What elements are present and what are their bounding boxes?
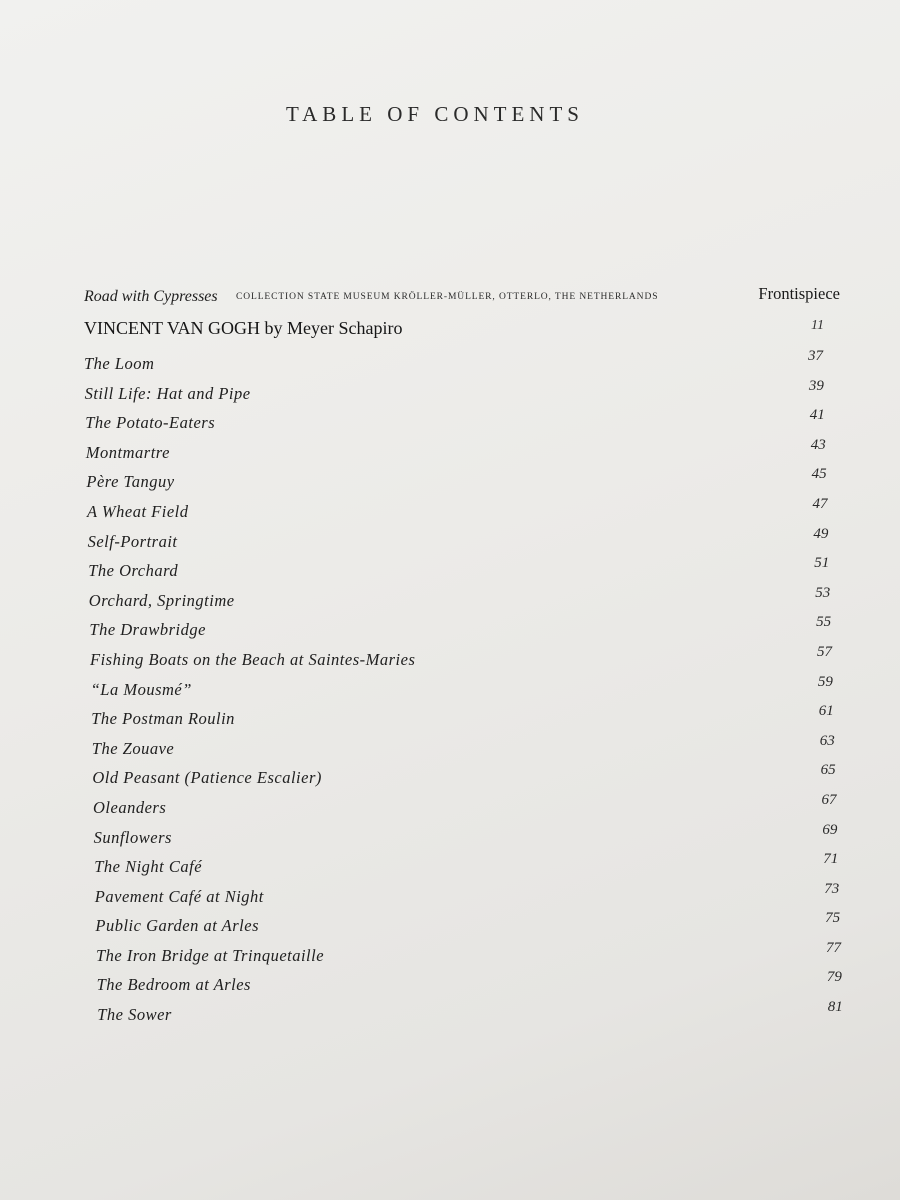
entry-page-number: 51 — [814, 555, 830, 572]
entry-title: The Zouave — [91, 738, 175, 758]
entry-title: Fishing Boats on the Beach at Saintes-Maries — [90, 649, 416, 669]
entry-page-number: 67 — [821, 791, 837, 808]
entry-title: The Drawbridge — [89, 620, 206, 640]
contents-entry — [0, 674, 900, 704]
contents-entry — [0, 407, 900, 437]
entry-title: Public Garden at Arles — [95, 916, 259, 936]
entry-title: The Loom — [84, 354, 155, 373]
contents-entry — [0, 348, 900, 378]
entry-title: A Wheat Field — [87, 501, 189, 521]
entry-page-number: 79 — [826, 969, 842, 986]
essay-title: VINCENT VAN GOGH by Meyer Schapiro — [84, 318, 403, 338]
contents-entry — [0, 703, 900, 733]
entry-title: Oleanders — [93, 797, 167, 817]
contents-entry — [0, 378, 900, 408]
entry-title: The Sower — [97, 1005, 172, 1025]
entry-title: Still Life: Hat and Pipe — [84, 383, 251, 403]
entry-page-number: 65 — [820, 762, 836, 779]
entry-page-number: 41 — [809, 407, 825, 424]
entry-title: The Orchard — [88, 561, 179, 581]
entry-title: Old Peasant (Patience Escalier) — [92, 768, 322, 788]
entry-page-number: 77 — [826, 939, 841, 956]
contents-entry — [0, 910, 900, 940]
entry-page-number: 75 — [825, 910, 841, 927]
entry-page-number: 81 — [827, 999, 843, 1016]
entry-title: Self-Portrait — [87, 531, 178, 551]
entry-page-number: 43 — [810, 436, 826, 453]
contents-entry — [0, 762, 900, 792]
entry-page-number: 69 — [822, 821, 838, 838]
entry-title: Sunflowers — [93, 827, 172, 847]
entry-page-number: 45 — [811, 466, 827, 483]
entry-page-number: 61 — [818, 703, 834, 720]
entry-page-number: 55 — [816, 614, 832, 631]
contents-entry — [0, 437, 900, 467]
frontispiece-page: Frontispiece — [758, 284, 840, 303]
entry-page-number: 57 — [817, 643, 832, 660]
entry-title: Montmartre — [85, 442, 170, 462]
contents-entry — [0, 466, 900, 496]
entry-title: The Bedroom at Arles — [96, 975, 251, 995]
entry-page-number: 49 — [813, 525, 829, 542]
entry-page-number: 73 — [824, 880, 840, 897]
contents-entry — [0, 999, 900, 1029]
essay-row — [84, 318, 824, 344]
contents-entry — [0, 555, 900, 585]
entry-title: The Night Café — [94, 857, 203, 877]
entry-title: The Potato-Eaters — [85, 413, 216, 433]
contents-entry — [0, 969, 900, 999]
contents-entry — [0, 644, 900, 674]
entry-page-number: 47 — [812, 495, 828, 512]
contents-entry — [0, 822, 900, 852]
entry-title: Père Tanguy — [86, 472, 175, 492]
entry-title: Orchard, Springtime — [88, 590, 235, 610]
contents-entry — [0, 614, 900, 644]
contents-entry — [0, 940, 900, 970]
contents-entry — [0, 733, 900, 763]
contents-entry — [0, 526, 900, 556]
entry-page-number: 37 — [808, 348, 823, 364]
contents-entry — [0, 881, 900, 911]
entry-title: “La Mousmé” — [90, 679, 192, 699]
entry-title: The Postman Roulin — [91, 709, 235, 729]
entry-page-number: 71 — [823, 851, 839, 868]
frontispiece-title: Road with Cypresses — [84, 288, 218, 305]
entry-page-number: 53 — [815, 584, 831, 601]
entry-title: Pavement Café at Night — [94, 886, 264, 906]
entry-title: The Iron Bridge at Trinquetaille — [96, 945, 325, 965]
entry-page-number: 63 — [819, 732, 835, 749]
entry-page-number: 59 — [817, 673, 833, 690]
frontispiece-credit: COLLECTION STATE MUSEUM KRÖLLER-MÜLLER, OTTERLO, THE NETHERLANDS — [236, 292, 659, 302]
contents-entry — [0, 792, 900, 822]
essay-page-number: 11 — [811, 318, 824, 333]
contents-entry — [0, 496, 900, 526]
entry-page-number: 39 — [808, 377, 824, 394]
contents-list — [0, 348, 900, 1029]
contents-entry — [0, 851, 900, 881]
contents-entry — [0, 585, 900, 615]
frontispiece-row — [84, 284, 840, 308]
page-title: TABLE OF CONTENTS — [286, 102, 584, 127]
